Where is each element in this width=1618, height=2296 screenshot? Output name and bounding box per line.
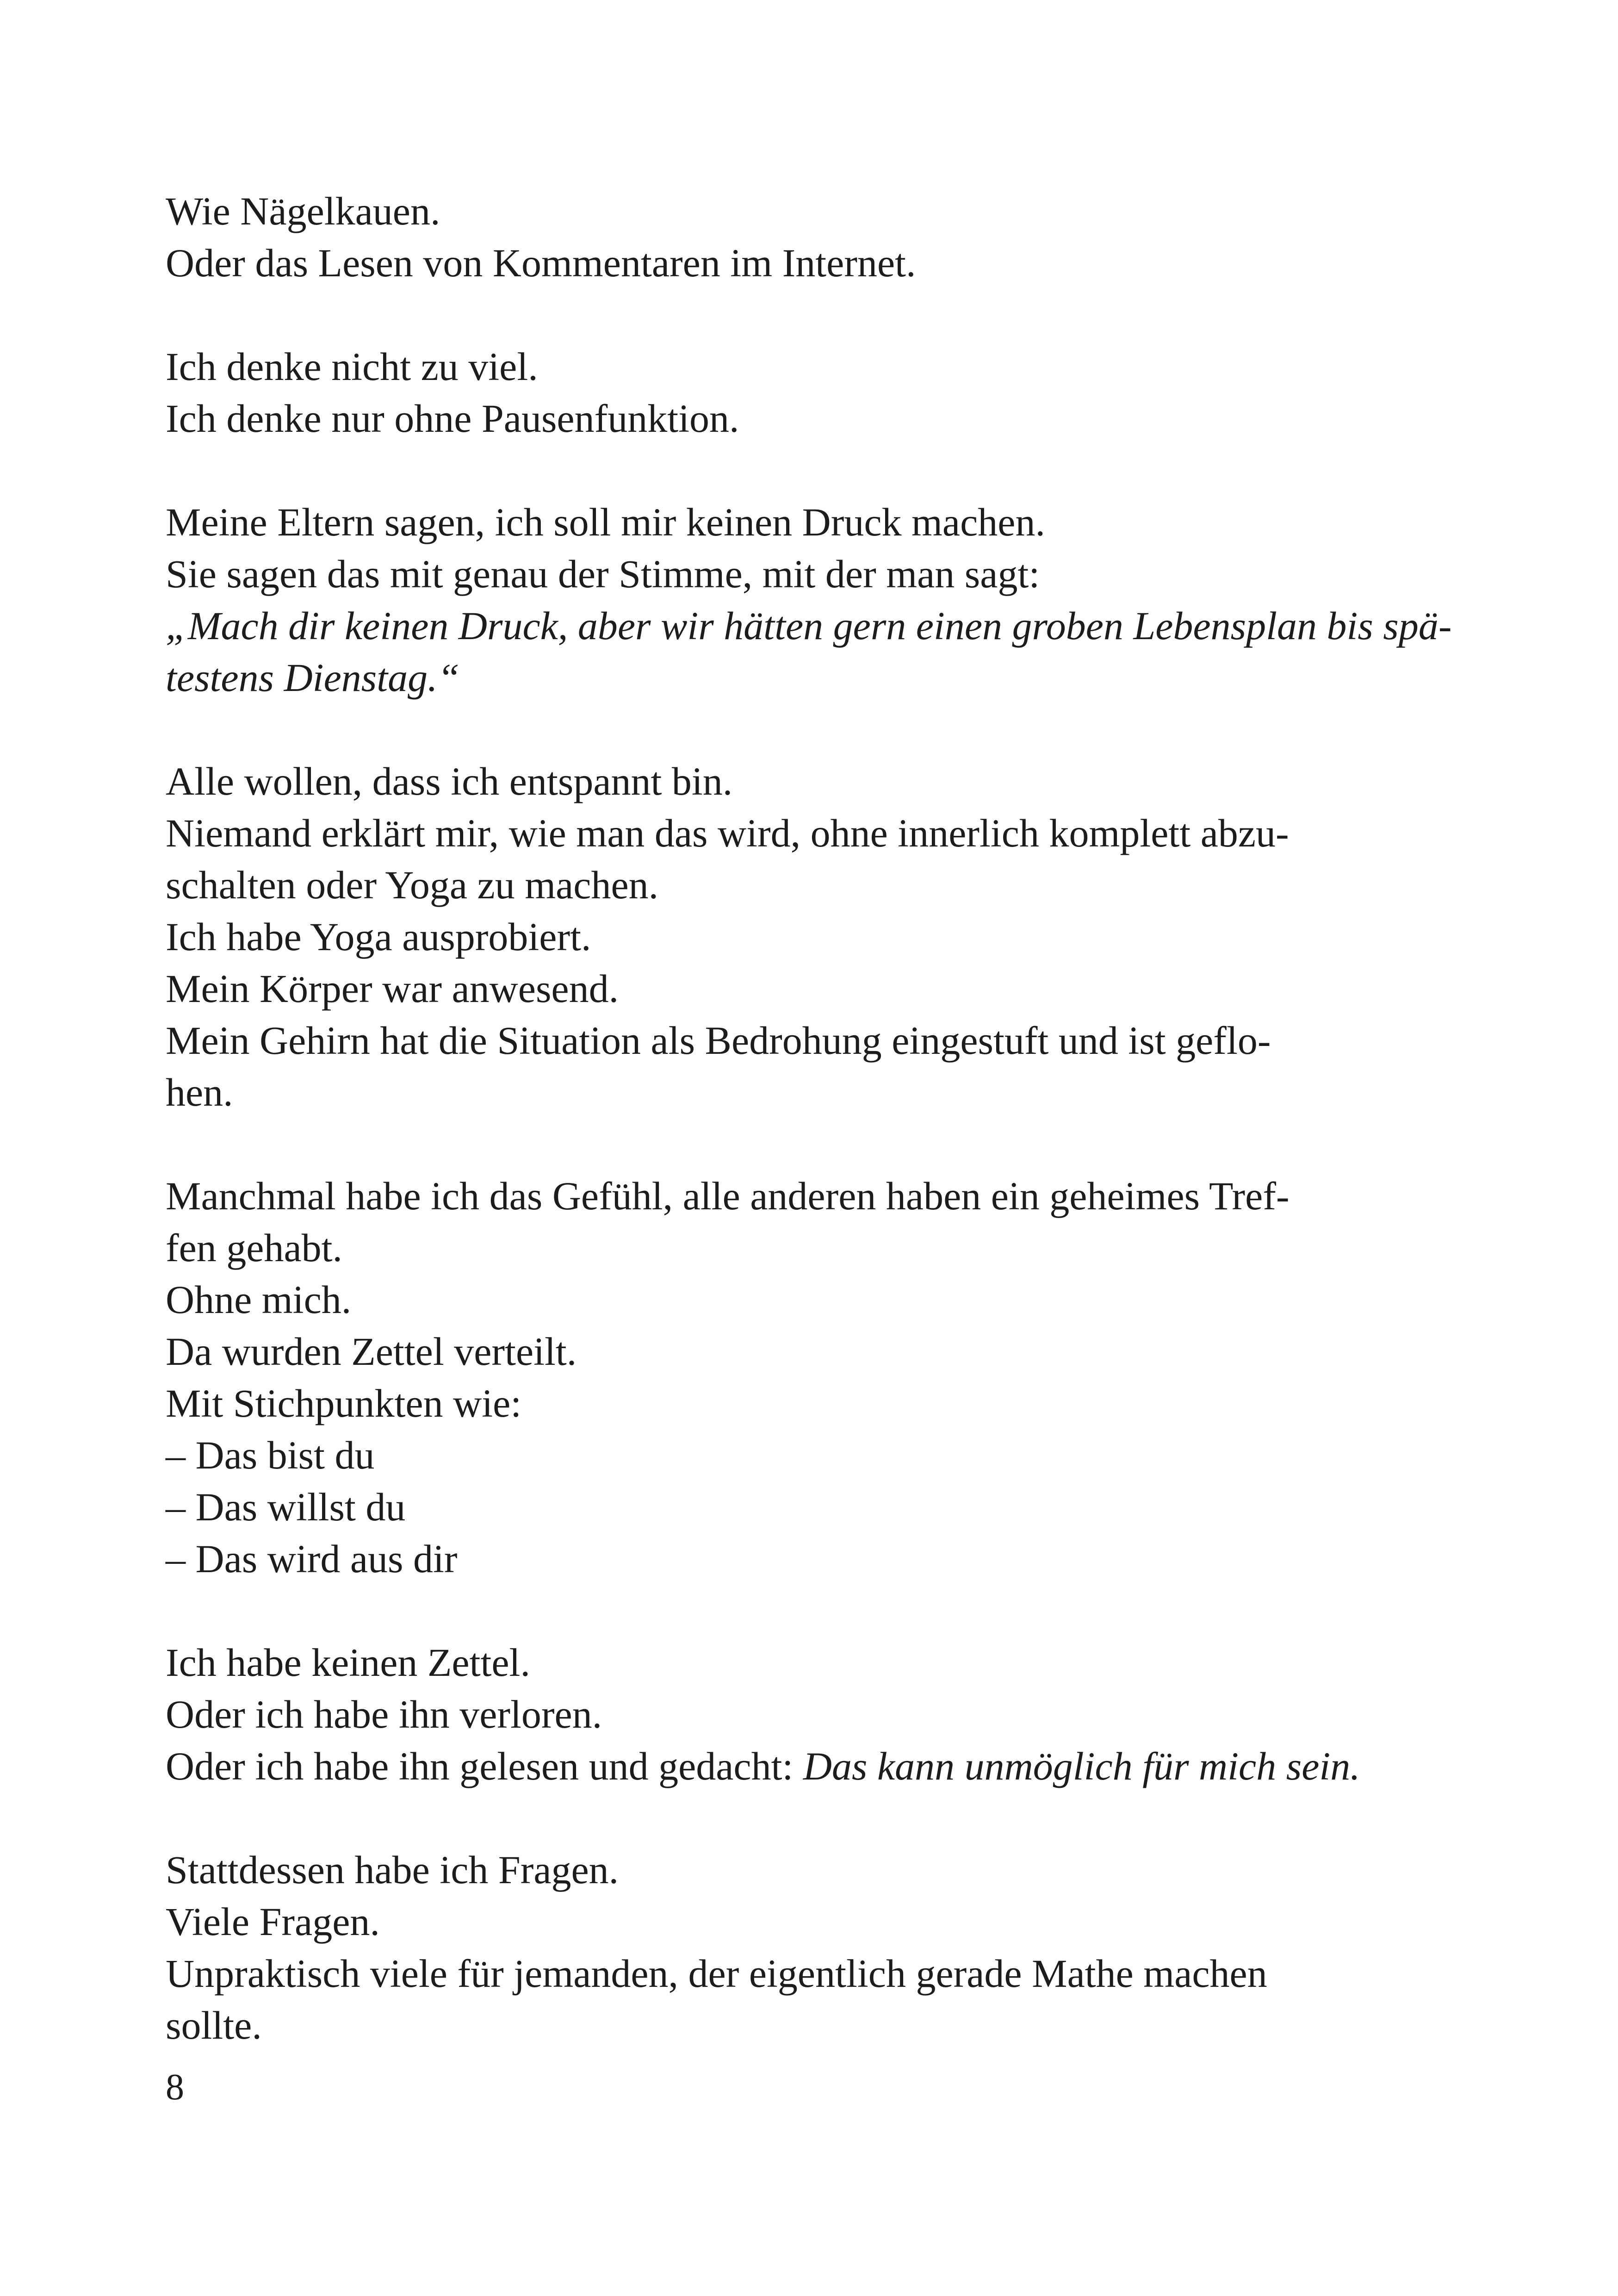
text-line: Meine Eltern sagen, ich soll mir keinen Druck machen. xyxy=(166,500,1045,544)
stanza-gap xyxy=(166,703,1457,755)
text-line: Sie sagen das mit genau der Stimme, mit der man sagt: xyxy=(166,552,1040,596)
text-line: Ohne mich. xyxy=(166,1277,352,1322)
text-line: Oder das Lesen von Kommentaren im Internet. xyxy=(166,241,916,285)
text-line: Stattdessen habe ich Fragen. xyxy=(166,1848,619,1892)
text-line: fen gehabt. xyxy=(166,1226,343,1270)
body-text xyxy=(166,185,1457,2051)
text-line: Unpraktisch viele für jemanden, der eigentlich gerade Mathe machen xyxy=(166,1951,1267,1996)
text-line: Mein Gehirn hat die Situation als Bedrohung eingestuft und ist geflo- xyxy=(166,1018,1271,1063)
italic-text-segment: Das kann unmöglich für mich sein. xyxy=(803,1744,1360,1788)
text-line: sollte. xyxy=(166,2003,262,2047)
text-line: schalten oder Yoga zu machen. xyxy=(166,863,659,907)
text-line: Niemand erklärt mir, wie man das wird, ohne innerlich komplett abzu- xyxy=(166,811,1289,855)
stanza-gap xyxy=(166,1792,1457,1844)
text-line: Viele Fragen. xyxy=(166,1899,380,1944)
text-line: Ich habe keinen Zettel. xyxy=(166,1640,530,1685)
list-item: – Das willst du xyxy=(166,1485,406,1529)
page-number: 8 xyxy=(166,2067,184,2108)
mixed-text-line xyxy=(166,1740,1457,1792)
stanza-gap xyxy=(166,1118,1457,1170)
text-line: Da wurden Zettel verteilt. xyxy=(166,1329,577,1374)
stanza-gap xyxy=(166,1585,1457,1636)
list-item: – Das bist du xyxy=(166,1433,375,1477)
text-line: Mein Körper war anwesend. xyxy=(166,966,619,1011)
quote-line: „Mach dir keinen Druck, aber wir hätten gern einen groben Lebensplan bis spä- xyxy=(166,604,1452,648)
text-line: hen. xyxy=(166,1070,233,1114)
text-line: Oder ich habe ihn verloren. xyxy=(166,1692,602,1736)
stanza-gap xyxy=(166,444,1457,496)
text-line: Ich denke nur ohne Pausenfunktion. xyxy=(166,396,739,441)
text-line: Ich denke nicht zu viel. xyxy=(166,344,538,389)
text-segment: Oder ich habe ihn gelesen und gedacht: xyxy=(166,1744,803,1788)
list-item: – Das wird aus dir xyxy=(166,1537,458,1581)
text-line: Mit Stichpunkten wie: xyxy=(166,1381,522,1425)
text-line: Alle wollen, dass ich entspannt bin. xyxy=(166,759,733,803)
text-line: Ich habe Yoga ausprobiert. xyxy=(166,915,591,959)
stanza-gap xyxy=(166,289,1457,341)
text-line: Manchmal habe ich das Gefühl, alle anderen haben ein geheimes Tref- xyxy=(166,1174,1289,1218)
text-line: Wie Nägelkauen. xyxy=(166,189,440,233)
quote-line: testens Dienstag.“ xyxy=(166,655,460,700)
